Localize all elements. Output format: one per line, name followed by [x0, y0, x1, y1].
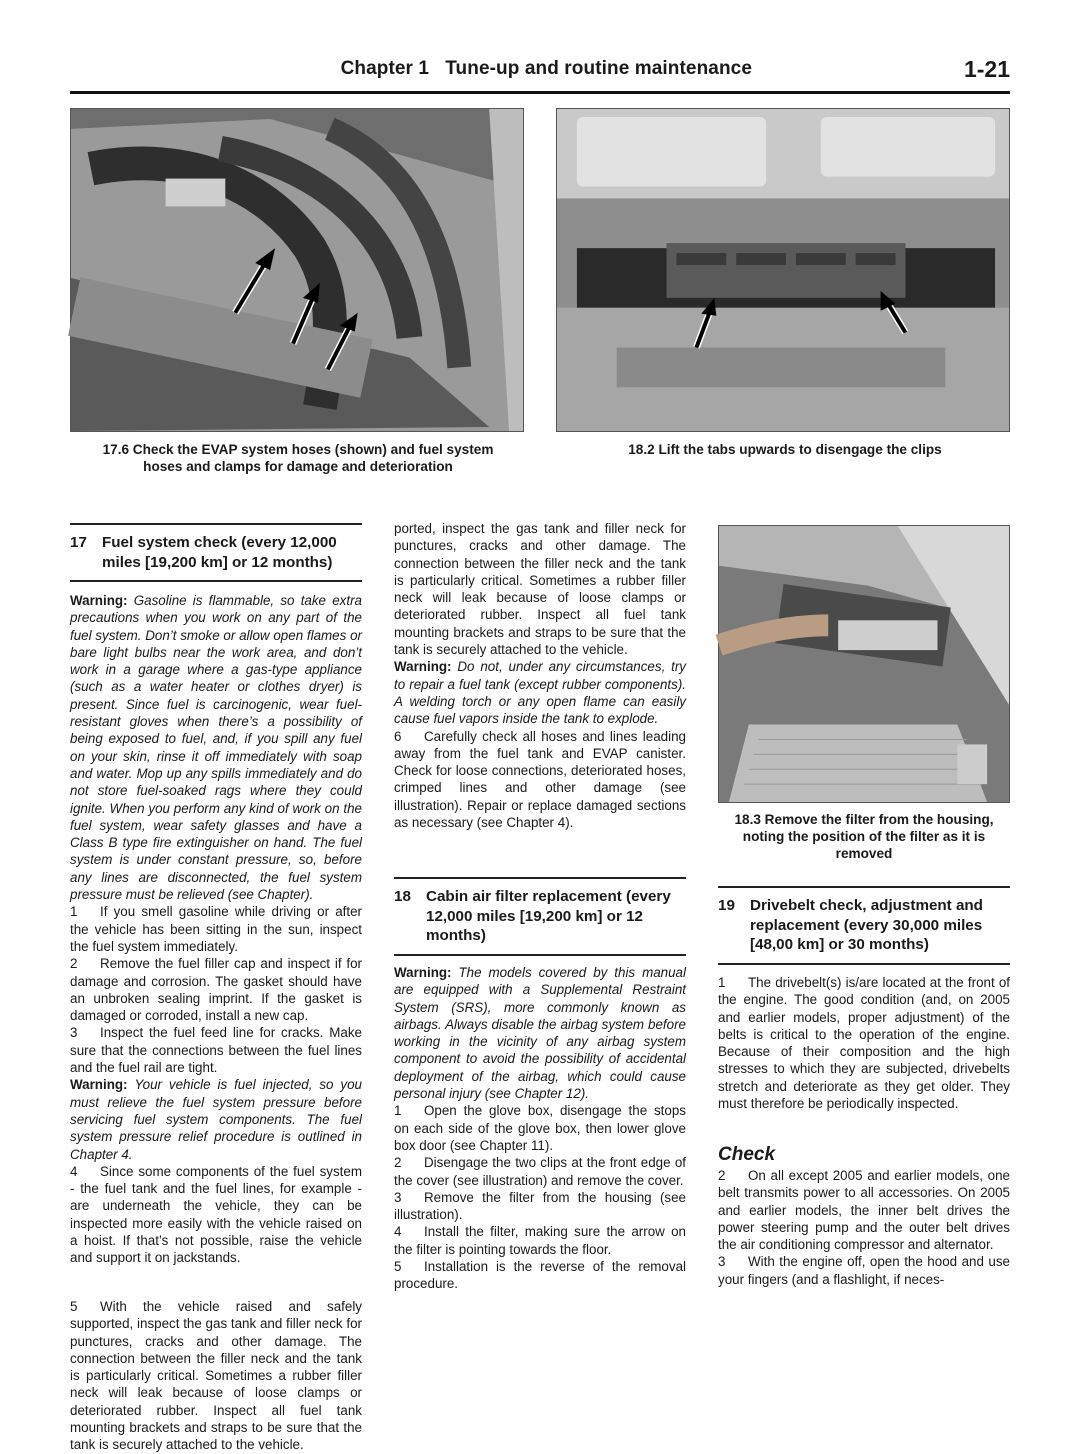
sec17-step-2	[70, 955, 362, 1024]
step-number: 1	[718, 975, 726, 990]
warning-text: Your vehicle is fuel injected, so you must relieve the fuel system pressure before servicing fuel system components. The fuel system pressure relief procedure is outlined in Chapter 4.	[70, 1077, 362, 1162]
chapter-title: Chapter 1 Tune-up and routine maintenance	[340, 58, 752, 79]
sec17-step-5-continued	[394, 520, 686, 658]
step-number: 2	[70, 956, 78, 972]
warning-text: Do not, under any circumstances, try to repair a fuel tank (except rubber components). A welding torch or any open flame can easily cause fuel vapors inside the tank to explode.	[394, 659, 686, 727]
sec18-step-1	[394, 1102, 686, 1154]
sec19-step-1	[718, 974, 1010, 1112]
sec17-warning-2	[70, 1076, 362, 1162]
step-text: Install the filter, making sure the arrow on the filter is pointing towards the floor.	[394, 1224, 686, 1257]
step-text: Inspect the fuel feed line for cracks. Make sure that the connections between the fuel lines and the fuel rail are tight.	[70, 1025, 362, 1076]
caption-17-6: 17.6 Check the EVAP system hoses (shown) and fuel system hoses and clamps for damage and deterioration	[102, 442, 494, 474]
step-text: If you smell gasoline while driving or after the vehicle has been sitting in the sun, inspect the fuel system immediately.	[70, 904, 362, 954]
warning-text: Gasoline is flammable, so take extra precautions when you work on any part of the fuel system. Don’t smoke or allow open flames or bare light bulbs near the work area, and don’t work in a garage where a gas-type appliance (such as a water heater or clothes dryer) is present. Since fuel is carcinogenic, wear fuel-resistant gloves when there’s a possibility of being exposed to fuel, and, if you spill any fuel on your skin, rinse it off immediately with soap and water. Mop up any spills immediately and do not store fuel-soaked rags where they could ignite. When you perform any kind of work on the fuel system, wear safety glasses and have a Class B type fire extinguisher on hand. The fuel system is under constant pressure, so, before any lines are disconnected, the fuel system pressure must be relieved (see Chapter).	[70, 593, 362, 903]
step-text: Remove the fuel filler cap and inspect if for damage and corrosion. The gasket should have an unbroken sealing imprint. If the gasket is damaged or corroded, install a new cap.	[70, 956, 362, 1024]
section-17-title: Fuel system check (every 12,000 miles [19,200 km] or 12 months)	[102, 534, 337, 571]
sec17-step-1	[70, 903, 362, 955]
warning-label: Warning:	[70, 593, 128, 608]
photo-evap-hoses	[70, 108, 524, 432]
step-number: 2	[394, 1155, 402, 1171]
step-number: 3	[718, 1254, 726, 1270]
caption-18-3: 18.3 Remove the filter from the housing, noting the position of the filter as it is removed	[734, 812, 994, 861]
step-number: 3	[394, 1189, 402, 1205]
section-19-number: 19	[718, 897, 735, 914]
sec18-step-2	[394, 1154, 686, 1189]
section-17-number: 17	[70, 534, 87, 551]
sec18-warning	[394, 964, 686, 1102]
section-17-heading	[70, 523, 362, 582]
warning-label: Warning:	[394, 659, 452, 675]
step-text: The drivebelt(s) is/are located at the front of the engine. The good condition (and, on 2005 and earlier models, proper adjustment) of the belts is critical to the operation of the engine. Because of their composition and the high stresses to which they are subjected, drivebelts stretch and deteriorate as they get older. They must therefore be periodically inspected.	[718, 975, 1010, 1112]
sec17-step-6	[394, 728, 686, 832]
sec18-step-4	[394, 1223, 686, 1258]
step-text: Remove the filter from the housing (see illustration).	[394, 1189, 686, 1223]
section-18-number: 18	[394, 888, 411, 905]
step-number: 3	[70, 1025, 78, 1041]
sec17-step-4	[70, 1163, 362, 1267]
step-text: With the vehicle raised and safely supported, inspect the gas tank and filler neck for punctures, cracks and other damage. The connection between the filler neck and the tank is particularly critical. Sometimes a rubber filler neck will leak because of loose clamps or deteriorated rubber. Inspect all fuel tank mounting brackets and straps to be sure that the tank is securely attached to the vehicle.	[70, 1299, 362, 1453]
sec17-warning	[70, 592, 362, 903]
step-number: 6	[394, 728, 402, 744]
photo-filter-removal	[718, 525, 1010, 803]
step-number: 2	[718, 1168, 726, 1183]
warning-label: Warning:	[70, 1077, 128, 1093]
step-text-continued: ported, inspect the gas tank and filler neck for punctures, cracks and other damage. The connection between the filler neck and the tank is particularly critical. Sometimes a rubber filler neck will leak because of loose clamps or deteriorated rubber. Inspect all fuel tank mounting brackets and straps to be sure that the tank is securely attached to the vehicle.	[394, 521, 686, 658]
column-3	[718, 974, 1010, 1112]
step-text: On all except 2005 and earlier models, one belt transmits power to all accessories. On 2005 and earlier models, the inner belt drives the power steering pump and the outer belt drives the air conditioning compressor and alternator.	[718, 1168, 1010, 1253]
warning-text: The models covered by this manual are equipped with a Supplemental Restraint System (SRS), more commonly known as airbags. Always disable the airbag system before working in the vicinity of any airbag system component to avoid the possibility of accidental deployment of the airbag, which could cause personal injury (see Chapter 12).	[394, 965, 686, 1102]
step-text: Disengage the two clips at the front edge of the cover (see illustration) and remove the cover.	[394, 1155, 686, 1188]
sec18-step-5	[394, 1258, 686, 1293]
page-header	[70, 58, 1010, 94]
step-number: 5	[394, 1259, 402, 1275]
step-number: 4	[70, 1163, 78, 1179]
step-number: 4	[394, 1224, 402, 1240]
section-19-title: Drivebelt check, adjustment and replacement (every 30,000 miles [48,00 km] or 30 months)	[750, 897, 983, 953]
step-number: 1	[394, 1103, 402, 1119]
check-subheading: Check	[718, 1144, 776, 1165]
section-18-heading	[394, 877, 686, 956]
section-18-title: Cabin air filter replacement (every 12,000 miles [19,200 km] or 12 months)	[426, 888, 671, 944]
sec17-step-3	[70, 1024, 362, 1076]
sec19-step-2	[718, 1167, 1010, 1253]
step-text: Installation is the reverse of the removal procedure.	[394, 1259, 686, 1292]
column-1	[70, 592, 362, 1267]
sec18-step-3	[394, 1189, 686, 1224]
sec19-step-3	[718, 1253, 1010, 1288]
column-2	[394, 520, 686, 831]
sec17-warning-3	[394, 658, 686, 727]
step-number: 5	[70, 1299, 78, 1314]
step-text: Open the glove box, disengage the stops on each side of the glove box, then lower glove box door (see Chapter 11).	[394, 1103, 686, 1153]
step-text: Carefully check all hoses and lines leading away from the fuel tank and EVAP canister. Check for loose connections, deteriorated hoses, crimped lines and other damage (see illustration). Repair or replace damaged sections as necessary (see Chapter 4).	[394, 728, 686, 831]
step-number: 1	[70, 904, 78, 920]
caption-18-2: 18.2 Lift the tabs upwards to disengage the clips	[628, 442, 942, 457]
column-2-lower	[394, 964, 686, 1293]
section-19-heading	[718, 886, 1010, 965]
sec17-step-5	[70, 1298, 362, 1453]
warning-label: Warning:	[394, 965, 452, 980]
page-number: 1-21	[963, 56, 1010, 82]
photo-glovebox-tabs	[556, 108, 1010, 432]
column-3-lower	[718, 1167, 1010, 1288]
step-text: Since some components of the fuel system - the fuel tank and the fuel lines, for example - are underneath the vehicle, they can be inspected more easily with the vehicle raised on a hoist. If that’s not possible, raise the vehicle and support it on jackstands.	[70, 1163, 362, 1266]
step-text: With the engine off, open the hood and use your fingers (and a flashlight, if neces-	[718, 1254, 1010, 1287]
